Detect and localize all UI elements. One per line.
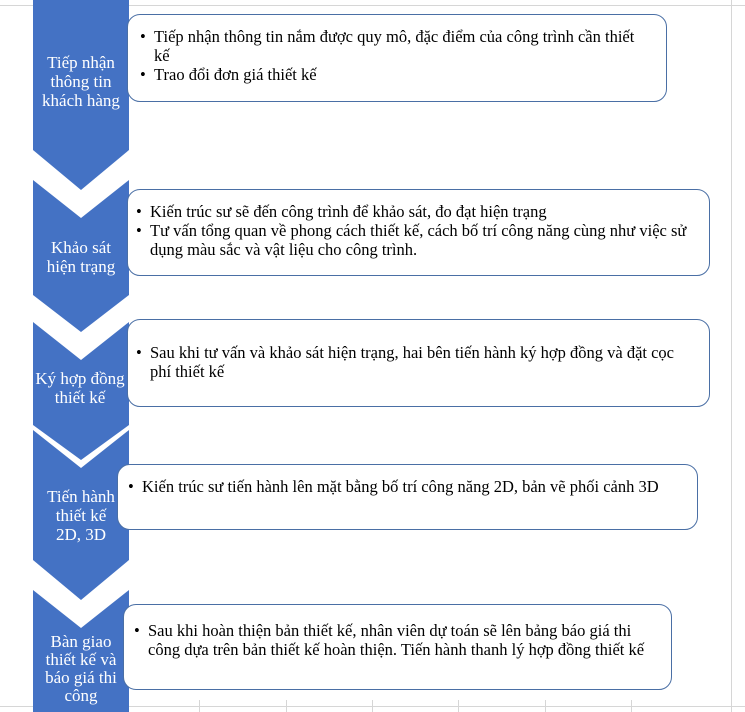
bullet-item: • Kiến trúc sư sẽ đến công trình để khảo sát, đo đạt hiện trạng: [136, 202, 699, 221]
bullet-item: • Tư vấn tổng quan về phong cách thiết kế, cách bố trí công năng cùng như việc sử dụng màu sắc và vật liệu cho công trình.: [136, 221, 699, 259]
step-label-1: Tiếp nhận thông tin khách hàng: [42, 53, 120, 110]
step-1-description: [127, 14, 667, 102]
step-3-description: [127, 319, 710, 407]
step-label-3: Ký hợp đồng thiết kế: [35, 369, 125, 407]
step-5-description: [123, 604, 672, 690]
bullet-item: • Sau khi hoàn thiện bản thiết kế, nhân viên dự toán sẽ lên bảng báo giá thi công dựa trên bản thiết kế hoàn thiện. Tiến hành thanh lý hợp đồng thiết kế: [134, 621, 659, 659]
bullet-item: • Sau khi tư vấn và khảo sát hiện trạng, hai bên tiến hành ký hợp đồng và đặt cọc phí thiết kế: [136, 343, 697, 381]
step-label-4: Tiến hành thiết kế 2D, 3D: [47, 487, 115, 544]
bullet-item: • Kiến trúc sư tiến hành lên mặt bằng bố trí công năng 2D, bản vẽ phối cảnh 3D: [128, 477, 685, 496]
step-2-description: [127, 189, 710, 276]
bullet-item: • Tiếp nhận thông tin nắm được quy mô, đặc điểm của công trình cần thiết kế: [140, 27, 654, 65]
step-label-2: Khảo sát hiện trạng: [46, 238, 116, 276]
step-label-5: Bàn giao thiết kế và báo giá thi công: [45, 632, 117, 705]
step-4-description: [117, 464, 698, 530]
bullet-item: • Trao đổi đơn giá thiết kế: [140, 65, 654, 84]
